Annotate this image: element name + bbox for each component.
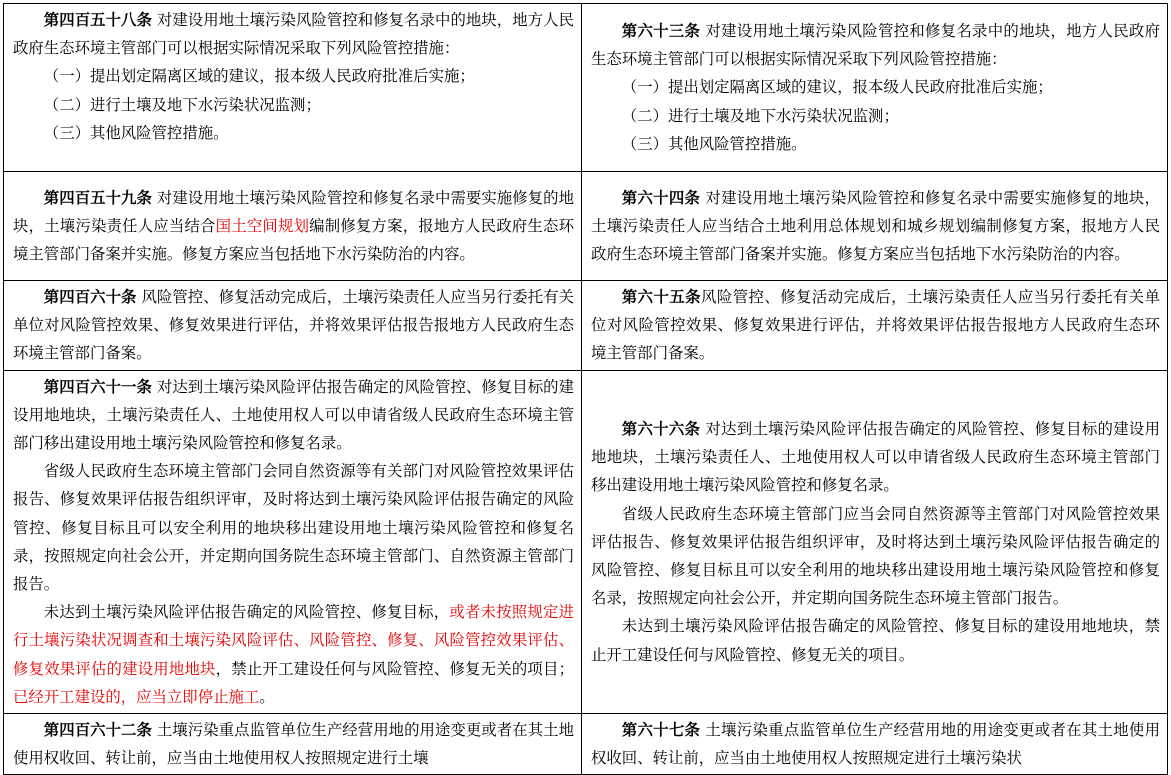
- clause-text: 省级人民政府生态环境主管部门应当会同自然资源等主管部门对风险管控效果评估报告、修复效果评估报告组织评审，及时将达到土壤污染风险评估报告确定的风险管控、修复目标且可以安全利用的地块移出建设用地土壤污染风险管控和修复名录，按照规定向社会公开，并定期向国务院生态环境主管部门报告。: [591, 504, 1160, 608]
- article-number: 第六十四条: [621, 188, 701, 207]
- clause-paragraph: [13, 457, 574, 598]
- article-number: 第四百六十一条: [43, 377, 152, 396]
- clause-paragraph: [13, 119, 574, 147]
- clause-text: 土壤污染重点监管单位生产经营用地的用途变更或者在其土地使用权收回、转让前，应当由土地使用权人按照规定进行土壤污染状: [591, 721, 1160, 768]
- clause-paragraph: [13, 184, 574, 269]
- clause-text: 对建设用地土壤污染风险管控和修复名录中需要实施修复的地块，土壤污染责任人应当结合土地利用总体规划和城乡规划编制修复方案，报地方人民政府生态环境主管部门备案并实施。修复方案应当包括地下水污染防治的内容。: [591, 188, 1160, 264]
- clause-text: 未达到土壤污染风险评估报告确定的风险管控、修复目标，: [43, 603, 450, 622]
- clause-text: 对达到土壤污染风险评估报告确定的风险管控、修复目标的建设用地地块，土壤污染责任人、土地使用权人可以申请省级人民政府生态环境主管部门移出建设用地土壤污染风险管控和修复名录。: [591, 419, 1160, 495]
- new-code-cell: [4, 714, 582, 775]
- article-number: 第四百六十二条: [43, 721, 152, 740]
- clause-text: 土壤污染重点监管单位生产经营用地的用途变更或者在其土地使用权收回、转让前，应当由土地使用权人按照规定进行土壤: [13, 721, 574, 768]
- clause-text: 对达到土壤污染风险评估报告确定的风险管控、修复目标的建设用地地块，土壤污染责任人、土地使用权人可以申请省级人民政府生态环境主管部门移出建设用地土壤污染风险管控和修复名录。: [13, 377, 574, 453]
- clause-text: 对建设用地土壤污染风险管控和修复名录中的地块，地方人民政府生态环境主管部门可以根据实际情况采取下列风险管控措施：: [13, 11, 574, 58]
- clause-text: 省级人民政府生态环境主管部门会同自然资源等有关部门对风险管控效果评估报告、修复效果评估报告组织评审，及时将达到土壤污染风险评估报告确定的风险管控、修复目标且可以安全利用的地块移出建设用地土壤污染风险管控和修复名录，按照规定向社会公开，并定期向国务院生态环境主管部门、自然资源主管部门报告。: [13, 462, 574, 594]
- clause-paragraph: [591, 415, 1160, 500]
- table-body: [4, 4, 1168, 775]
- clause-paragraph: [13, 91, 574, 119]
- article-number: 第四百五十九条: [43, 188, 152, 207]
- clause-text: （一）提出划定隔离区域的建议，报本级人民政府批准后实施；: [43, 67, 475, 86]
- new-code-cell: [4, 172, 582, 281]
- highlighted-change: 国土空间规划: [215, 216, 310, 235]
- new-code-cell: [4, 281, 582, 371]
- clause-paragraph: [591, 716, 1160, 772]
- old-law-cell: [582, 714, 1168, 775]
- clause-text: 对建设用地土壤污染风险管控和修复名录中需要实施修复的地块，土壤污染责任人应当结合: [13, 188, 574, 235]
- clause-paragraph: [591, 17, 1160, 73]
- clause-text: 。: [259, 687, 275, 706]
- table-row: [4, 370, 1168, 713]
- table-row: [4, 714, 1168, 775]
- article-number: 第六十五条: [621, 288, 702, 306]
- clause-text: 未达到土壤污染风险评估报告确定的风险管控、修复目标的建设用地地块，禁止开工建设任何与风险管控、修复无关的项目。: [591, 617, 1160, 664]
- clause-paragraph: [591, 130, 1160, 158]
- clause-paragraph: [13, 598, 574, 711]
- old-law-cell: [582, 4, 1168, 172]
- clause-text: （二）进行土壤及地下水污染状况监测；: [43, 95, 321, 114]
- clause-text: （三）其他风险管控措施。: [621, 134, 807, 153]
- clause-text: 风险管控、修复活动完成后，土壤污染责任人应当另行委托有关单位对风险管控效果、修复效果进行评估，并将效果评估报告报地方人民政府生态环境主管部门备案。: [591, 288, 1160, 363]
- article-number: 第六十三条: [621, 21, 701, 40]
- clause-paragraph: [13, 62, 574, 90]
- clause-paragraph: [591, 184, 1160, 269]
- clause-paragraph: [591, 612, 1160, 668]
- clause-text: （三）其他风险管控措施。: [43, 123, 229, 142]
- clause-text: ，禁止开工建设任何与风险管控、修复无关的项目；: [215, 659, 574, 678]
- clause-paragraph: [591, 500, 1160, 613]
- article-number: 第六十七条: [621, 721, 701, 740]
- table-row: [4, 281, 1168, 371]
- article-number: 第四百五十八条: [43, 11, 152, 29]
- clause-text: 风险管控、修复活动完成后，土壤污染责任人应当另行委托有关单位对风险管控效果、修复效果进行评估，并将效果评估报告报地方人民政府生态环境主管部门备案。: [13, 288, 574, 363]
- clause-paragraph: [591, 73, 1160, 101]
- article-number: 第四百六十条: [43, 288, 137, 306]
- law-comparison-table: [3, 3, 1168, 775]
- clause-paragraph: [13, 373, 574, 458]
- clause-paragraph: [591, 102, 1160, 130]
- old-law-cell: [582, 172, 1168, 281]
- article-number: 第六十六条: [621, 419, 701, 438]
- table-row: [4, 172, 1168, 281]
- clause-text: 编制修复方案，报地方人民政府生态环境主管部门备案并实施。修复方案应当包括地下水污染防治的内容。: [13, 216, 574, 264]
- clause-text: 对建设用地土壤污染风险管控和修复名录中的地块，地方人民政府生态环境主管部门可以根据实际情况采取下列风险管控措施：: [591, 21, 1160, 69]
- table-row: [4, 4, 1168, 172]
- clause-paragraph: [13, 6, 574, 62]
- clause-paragraph: [13, 716, 574, 772]
- new-code-cell: [4, 370, 582, 713]
- clause-text: （一）提出划定隔离区域的建议，报本级人民政府批准后实施；: [621, 78, 1053, 97]
- clause-text: （二）进行土壤及地下水污染状况监测；: [621, 106, 899, 125]
- new-code-cell: [4, 4, 582, 172]
- clause-paragraph: [13, 283, 574, 368]
- old-law-cell: [582, 281, 1168, 371]
- highlighted-change: 或者未按照规定进行土壤污染状况调查和土壤污染风险评估、风险管控、修复、风险管控效果评估、修复效果评估的建设用地地块: [13, 603, 574, 678]
- highlighted-change: 已经开工建设的，应当立即停止施工: [13, 687, 260, 706]
- old-law-cell: [582, 370, 1168, 713]
- clause-paragraph: [591, 283, 1160, 368]
